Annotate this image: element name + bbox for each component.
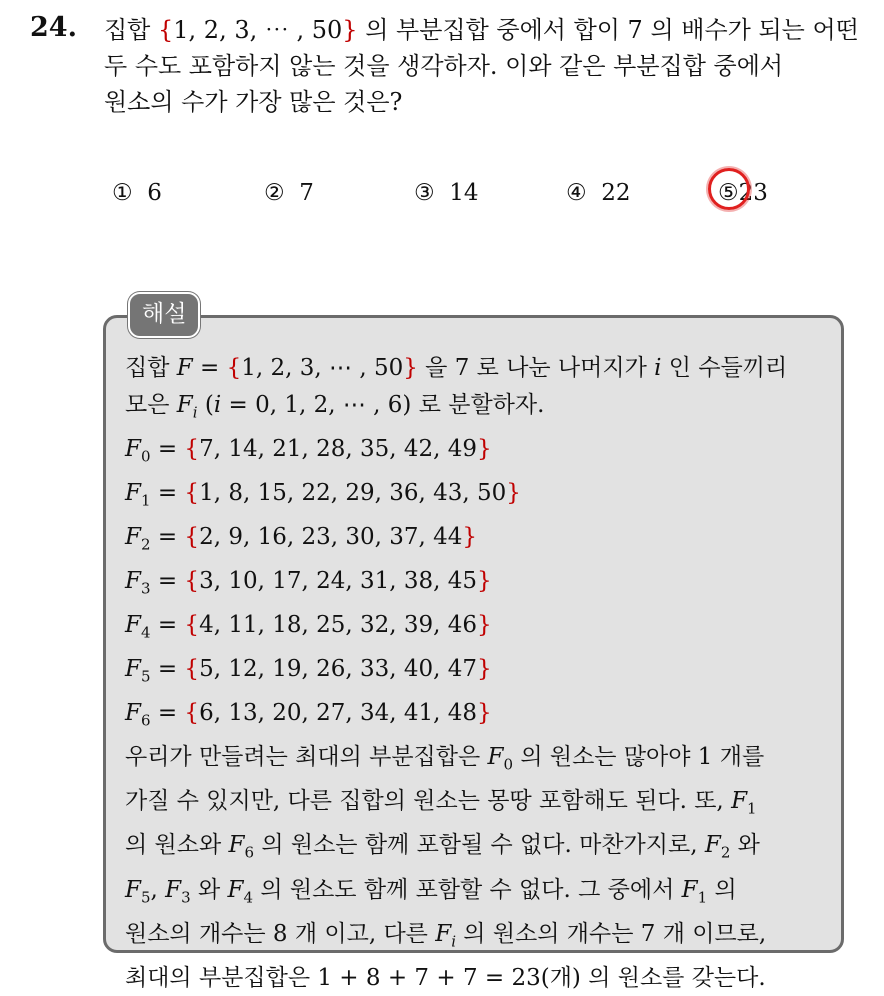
choice-marker: ①: [112, 180, 133, 206]
question-line-1: [104, 12, 864, 48]
solution-tag: 해설: [128, 292, 200, 338]
set-sub: 1: [140, 491, 151, 510]
set-body: 1, 2, 3, ⋯ , 50: [173, 16, 343, 44]
text: 와: [730, 832, 760, 859]
math-sub: i: [192, 403, 198, 422]
solution-content: [125, 350, 830, 996]
brace-open: {: [184, 479, 200, 506]
set-body: 1, 2, 3, ⋯ , 50: [241, 355, 404, 381]
choice-value: 6: [147, 180, 162, 206]
text: 의 원소도 함께 포함할 수 없다. 그 중에서: [253, 876, 682, 903]
math-var: F: [176, 355, 193, 381]
set-name: F: [125, 567, 141, 594]
solution-intro-line-1: [125, 350, 830, 387]
set-row: $F_3 = \{3$, 10, 17, 24, 31, 38, 45}: [125, 567, 492, 598]
math-var: F: [681, 876, 698, 903]
choice-marker: ⑤: [718, 180, 739, 206]
set-values: 7, 14, 21, 28, 35, 42, 49: [199, 435, 478, 462]
text: 인 수들끼리: [661, 355, 788, 381]
math-sub: 5: [140, 888, 151, 907]
math-var: F: [165, 876, 182, 903]
math-sub: 1: [747, 799, 757, 818]
text: 을 7 로 나눈 나머지가: [417, 355, 655, 381]
set-values: 5, 12, 19, 26, 33, 40, 47: [199, 656, 478, 683]
question-line-3: 원소의 수가 가장 많은 것은?: [104, 88, 403, 116]
brace-close: }: [403, 355, 418, 381]
brace-close: }: [477, 567, 492, 594]
brace-open: {: [226, 355, 242, 381]
set-sub: 2: [140, 535, 151, 554]
solution-paragraph-line-2: [125, 783, 830, 827]
choice-4[interactable]: [566, 180, 631, 206]
math-op: =: [192, 355, 227, 381]
math-var: F: [228, 832, 245, 859]
choice-1[interactable]: [112, 180, 162, 206]
text: = 0, 1, 2, ⋯ , 6) 로 분할하자.: [221, 391, 545, 418]
choice-value: 23: [738, 180, 768, 206]
choice-5[interactable]: [718, 180, 768, 206]
math-sub: 6: [244, 844, 255, 863]
set-sub: 4: [140, 623, 151, 642]
choice-3[interactable]: [414, 180, 479, 206]
brace-close: }: [342, 16, 358, 44]
math-sub: 2: [720, 844, 731, 863]
answer-choices: [0, 180, 884, 216]
question-text-part: 의 부분집합 중에서 합이 7 의 배수가 되는 어떤: [357, 16, 859, 44]
answer-circle-icon: [708, 168, 750, 210]
choice-marker-wrap: [718, 180, 739, 206]
text: 의 원소는 많아야 1 개를: [513, 744, 765, 771]
math-var: F: [125, 876, 141, 903]
set-values: 3, 10, 17, 24, 31, 38, 45: [199, 567, 478, 594]
choice-marker: ③: [414, 180, 435, 206]
text: 의 원소와: [125, 832, 229, 859]
set-sub: 5: [140, 667, 151, 686]
text: 와: [190, 876, 228, 903]
math-sub: i: [451, 932, 456, 951]
choice-value: 22: [601, 180, 631, 206]
set-values: 1, 8, 15, 22, 29, 36, 43, 50: [199, 479, 507, 506]
math-sub: 4: [243, 888, 254, 907]
set-name: F: [125, 479, 141, 506]
solution-intro-line-2: [125, 387, 830, 431]
text: 의: [707, 876, 737, 903]
set-name: F: [125, 656, 141, 683]
solution-paragraph-line-1: [125, 739, 830, 783]
text: 의 원소의 개수는 7 개 이므로,: [456, 920, 767, 947]
solution-paragraph-line-4: [125, 872, 830, 916]
brace-open: {: [184, 567, 200, 594]
brace-close: }: [477, 656, 492, 683]
brace-open: {: [158, 16, 174, 44]
question-text-part: 집합: [104, 16, 158, 44]
set-values: 2, 9, 16, 23, 30, 37, 44: [199, 523, 463, 550]
brace-open: {: [184, 611, 200, 638]
text: ,: [150, 876, 166, 903]
choice-value: 7: [299, 180, 314, 206]
set-row: $F_5 = \{5$, 12, 19, 26, 33, 40, 47}: [125, 656, 492, 686]
set-name: F: [125, 435, 141, 462]
math-sub: 1: [697, 888, 708, 907]
brace-open: {: [184, 523, 200, 550]
text: 가질 수 있지만, 다른 집합의 원소는 몽땅 포함해도 된다. 또,: [125, 788, 732, 815]
brace-open: {: [184, 700, 200, 727]
math-var: i: [213, 391, 222, 418]
brace-close: }: [477, 435, 492, 462]
solution-paragraph-line-5: [125, 916, 830, 960]
solution-paragraph-line-3: [125, 827, 830, 871]
set-sub: 3: [140, 579, 151, 598]
math-var: F: [227, 876, 244, 903]
brace-close: }: [477, 700, 492, 727]
text: (: [197, 391, 214, 418]
brace-close: }: [477, 611, 492, 638]
brace-close: }: [462, 523, 478, 550]
solution-paragraph-line-6: 최대의 부분집합은 1 + 8 + 7 + 7 = 23(개) 의 원소를 갖는다.: [125, 964, 766, 991]
set-row: $F_4 = \{4$, 11, 18, 25, 32, 39, 46}: [125, 611, 492, 642]
math-var: F: [704, 832, 721, 859]
set-name: F: [125, 700, 141, 727]
set-row: $F_1 = \{1$, 8, 15, 22, 29, 36, 43, 50}: [125, 479, 521, 510]
text: 우리가 만들려는 최대의 부분집합은: [125, 744, 488, 771]
choice-marker: ②: [264, 180, 285, 206]
text: 집합: [125, 355, 177, 381]
math-var: F: [435, 920, 452, 947]
set-row: $F_2 = \{2$, 9, 16, 23, 30, 37, 44}: [125, 523, 478, 554]
math-sub: 0: [503, 755, 514, 774]
brace-close: }: [506, 479, 521, 506]
set-row: $F_6 = \{6$, 13, 20, 27, 34, 41, 48}: [125, 700, 492, 730]
set-sub: 0: [140, 447, 151, 466]
math-sub: 3: [181, 888, 191, 907]
set-row: $F_0 = \{7$, 14, 21, 28, 35, 42, 49}: [125, 435, 492, 466]
choice-marker: ④: [566, 180, 587, 206]
set-name: F: [125, 523, 141, 550]
set-values: 6, 13, 20, 27, 34, 41, 48: [199, 700, 478, 727]
math-var: F: [487, 744, 504, 771]
text: 원소의 개수는 8 개 이고, 다른: [125, 920, 436, 947]
question-text: [104, 12, 864, 120]
question-line-2: 두 수도 포함하지 않는 것을 생각하자. 이와 같은 부분집합 중에서: [104, 52, 784, 80]
text: 모은: [125, 391, 177, 418]
brace-open: {: [184, 656, 200, 683]
math-var: F: [731, 788, 748, 815]
choice-value: 14: [449, 180, 479, 206]
text: 의 원소는 함께 포함될 수 없다. 마찬가지로,: [254, 832, 705, 859]
set-values: 4, 11, 18, 25, 32, 39, 46: [199, 611, 478, 638]
set-sub: 6: [140, 711, 151, 730]
brace-open: {: [184, 435, 200, 462]
math-var: i: [654, 355, 662, 381]
choice-2[interactable]: [264, 180, 314, 206]
question-number: 24.: [30, 12, 77, 43]
math-var: F: [176, 391, 193, 418]
set-name: F: [125, 611, 141, 638]
